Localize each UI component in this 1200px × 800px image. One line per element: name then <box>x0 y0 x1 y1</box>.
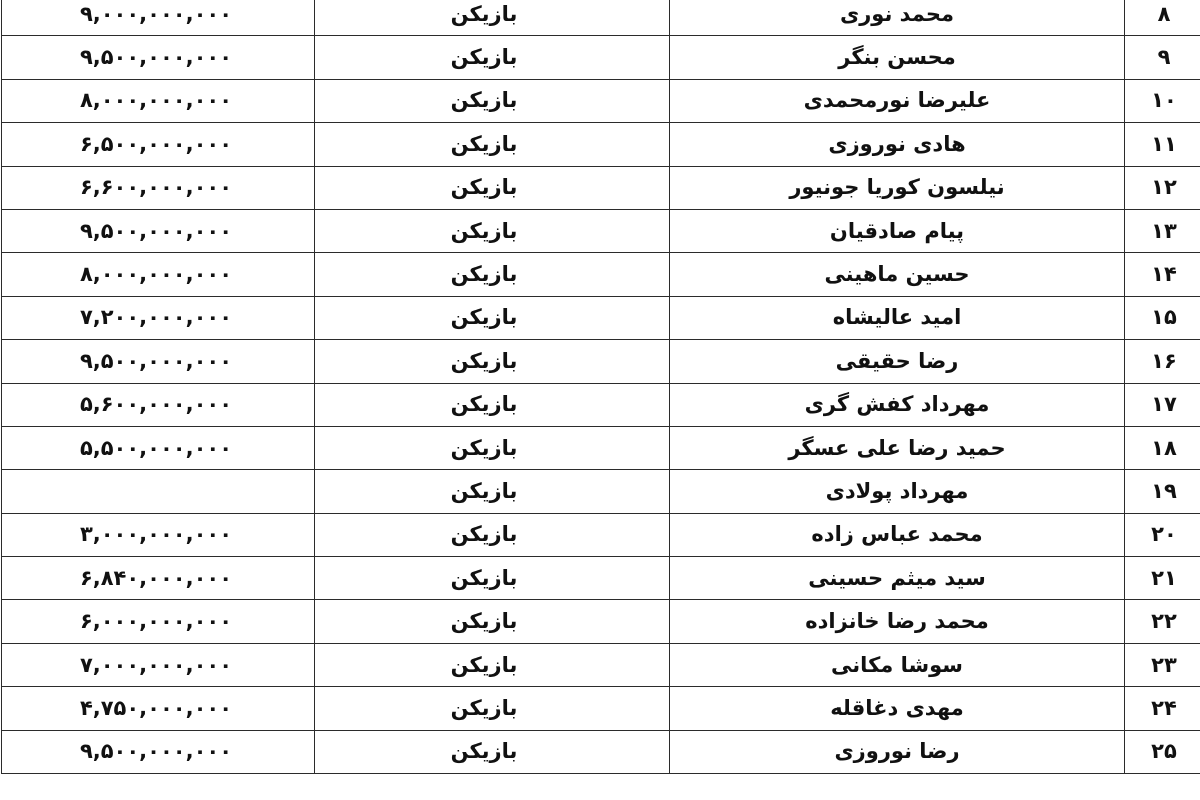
player-name-cell <box>670 253 1125 296</box>
player-name-text: هادی نوروزی <box>828 131 966 156</box>
player-name-text: سوشا مکانی <box>831 652 963 677</box>
contract-amount-cell <box>2 470 315 513</box>
player-name-text: مهرداد پولادی <box>825 478 969 503</box>
row-number-cell <box>1125 557 1200 600</box>
player-role-text: بازیکن <box>450 478 518 503</box>
player-name-cell <box>670 340 1125 383</box>
contract-amount-text: ۸,۰۰۰,۰۰۰,۰۰۰ <box>79 262 233 287</box>
table-row <box>2 730 1200 773</box>
contract-amount-text: ۵,۶۰۰,۰۰۰,۰۰۰ <box>79 392 233 417</box>
contract-amount-cell <box>2 0 315 36</box>
contract-amount-cell <box>2 426 315 469</box>
player-name-text: مهدی دغاقله <box>830 695 964 720</box>
player-role-text: بازیکن <box>450 1 518 26</box>
row-number-cell <box>1125 470 1200 513</box>
player-role-text: بازیکن <box>450 218 518 243</box>
table-row <box>2 79 1200 122</box>
player-role-cell <box>315 79 670 122</box>
player-role-cell <box>315 36 670 79</box>
contract-amount-text: ۷,۰۰۰,۰۰۰,۰۰۰ <box>79 652 233 677</box>
contract-amount-text: ۶,۸۴۰,۰۰۰,۰۰۰ <box>79 565 233 590</box>
row-number-cell <box>1125 730 1200 773</box>
player-role-text: بازیکن <box>450 695 518 720</box>
row-number-cell <box>1125 123 1200 166</box>
player-role-cell <box>315 209 670 252</box>
table-body <box>2 0 1200 774</box>
player-role-text: بازیکن <box>450 348 518 373</box>
row-number-text: ۸ <box>1157 1 1171 26</box>
player-name-text: مهرداد کفش گری <box>804 392 990 417</box>
contract-amount-text: ۹,۵۰۰,۰۰۰,۰۰۰ <box>79 45 233 70</box>
row-number-cell <box>1125 253 1200 296</box>
table-row <box>2 643 1200 686</box>
row-number-cell <box>1125 296 1200 339</box>
player-name-text: سید میثم حسینی <box>808 565 986 590</box>
row-number-cell <box>1125 79 1200 122</box>
row-number-text: ۱۲ <box>1151 175 1177 200</box>
player-role-cell <box>315 600 670 643</box>
player-name-cell <box>670 383 1125 426</box>
row-number-cell <box>1125 340 1200 383</box>
player-name-cell <box>670 643 1125 686</box>
player-role-text: بازیکن <box>450 652 518 677</box>
player-role-text: بازیکن <box>450 305 518 330</box>
table-row <box>2 253 1200 296</box>
table-row <box>2 557 1200 600</box>
player-role-text: بازیکن <box>450 609 518 634</box>
player-name-cell <box>670 123 1125 166</box>
player-role-cell <box>315 340 670 383</box>
table-row <box>2 600 1200 643</box>
player-name-text: علیرضا نورمحمدی <box>803 88 991 113</box>
player-name-cell <box>670 209 1125 252</box>
player-name-text: محمد نوری <box>839 1 955 26</box>
player-name-cell <box>670 687 1125 730</box>
contract-amount-cell <box>2 730 315 773</box>
row-number-text: ۲۱ <box>1151 565 1177 590</box>
row-number-cell <box>1125 166 1200 209</box>
row-number-text: ۲۵ <box>1151 739 1177 764</box>
player-role-text: بازیکن <box>450 175 518 200</box>
player-role-cell <box>315 513 670 556</box>
table-row <box>2 426 1200 469</box>
player-name-text: رضا نوروزی <box>834 739 960 764</box>
contract-amount-text: ۳,۰۰۰,۰۰۰,۰۰۰ <box>79 522 233 547</box>
player-role-cell <box>315 730 670 773</box>
table-row <box>2 0 1200 36</box>
table-row <box>2 383 1200 426</box>
contract-amount-cell <box>2 296 315 339</box>
contract-amount-text: ۴,۷۵۰,۰۰۰,۰۰۰ <box>79 695 233 720</box>
row-number-text: ۱۶ <box>1151 348 1177 373</box>
player-role-cell <box>315 253 670 296</box>
contract-amount-cell <box>2 209 315 252</box>
table-row <box>2 36 1200 79</box>
contract-amount-cell <box>2 687 315 730</box>
player-name-text: رضا حقیقی <box>835 348 959 373</box>
player-role-text: بازیکن <box>450 131 518 156</box>
player-role-cell <box>315 296 670 339</box>
player-role-cell <box>315 166 670 209</box>
player-role-text: بازیکن <box>450 435 518 460</box>
player-name-text: محسن بنگر <box>838 45 956 70</box>
player-role-cell <box>315 123 670 166</box>
contract-amount-text: ۸,۰۰۰,۰۰۰,۰۰۰ <box>79 88 233 113</box>
contract-amount-cell <box>2 383 315 426</box>
contract-amount-cell <box>2 36 315 79</box>
row-number-text: ۹ <box>1157 45 1171 70</box>
player-role-cell <box>315 0 670 36</box>
player-name-text: محمد رضا خانزاده <box>805 609 989 634</box>
player-name-cell <box>670 470 1125 513</box>
contract-amount-text: ۹,۵۰۰,۰۰۰,۰۰۰ <box>79 739 233 764</box>
player-role-cell <box>315 643 670 686</box>
contract-amount-cell <box>2 600 315 643</box>
player-role-text: بازیکن <box>450 262 518 287</box>
contract-amount-cell <box>2 340 315 383</box>
player-role-text: بازیکن <box>450 88 518 113</box>
player-role-cell <box>315 557 670 600</box>
row-number-cell <box>1125 36 1200 79</box>
row-number-cell <box>1125 0 1200 36</box>
row-number-cell <box>1125 513 1200 556</box>
player-role-cell <box>315 426 670 469</box>
player-name-text: حسین ماهینی <box>824 262 970 287</box>
contract-amount-cell <box>2 253 315 296</box>
contract-amount-cell <box>2 166 315 209</box>
player-role-text: بازیکن <box>450 522 518 547</box>
player-name-cell <box>670 426 1125 469</box>
contract-amount-cell <box>2 79 315 122</box>
row-number-text: ۱۱ <box>1151 131 1177 156</box>
player-role-cell <box>315 470 670 513</box>
player-name-cell <box>670 36 1125 79</box>
row-number-text: ۱۹ <box>1151 478 1177 503</box>
player-name-text: امید عالیشاه <box>832 305 962 330</box>
row-number-text: ۲۰ <box>1151 522 1177 547</box>
player-salary-table <box>1 0 1200 774</box>
player-name-cell <box>670 166 1125 209</box>
contract-amount-text: ۶,۶۰۰,۰۰۰,۰۰۰ <box>79 175 233 200</box>
player-name-cell <box>670 557 1125 600</box>
contract-amount-text: ۵,۵۰۰,۰۰۰,۰۰۰ <box>79 435 233 460</box>
contract-amount-cell <box>2 123 315 166</box>
table-row <box>2 166 1200 209</box>
player-name-text: محمد عباس زاده <box>811 522 983 547</box>
contract-amount-text: ۹,۰۰۰,۰۰۰,۰۰۰ <box>79 1 233 26</box>
player-name-cell <box>670 600 1125 643</box>
table-row <box>2 296 1200 339</box>
player-name-cell <box>670 0 1125 36</box>
row-number-text: ۱۳ <box>1151 218 1177 243</box>
row-number-cell <box>1125 383 1200 426</box>
player-name-cell <box>670 79 1125 122</box>
row-number-text: ۲۲ <box>1151 609 1177 634</box>
row-number-cell <box>1125 426 1200 469</box>
row-number-text: ۲۳ <box>1151 652 1177 677</box>
table-row <box>2 687 1200 730</box>
row-number-text: ۱۷ <box>1151 392 1177 417</box>
player-role-text: بازیکن <box>450 392 518 417</box>
player-role-text: بازیکن <box>450 45 518 70</box>
contract-amount-text: ۶,۵۰۰,۰۰۰,۰۰۰ <box>79 131 233 156</box>
player-name-text: حمید رضا علی عسگر <box>788 435 1006 460</box>
player-role-cell <box>315 687 670 730</box>
player-name-text: نیلسون کوریا جونیور <box>789 175 1005 200</box>
table-row <box>2 209 1200 252</box>
table-row <box>2 513 1200 556</box>
player-name-cell <box>670 730 1125 773</box>
row-number-text: ۲۴ <box>1151 695 1177 720</box>
table-row <box>2 123 1200 166</box>
contract-amount-cell <box>2 513 315 556</box>
row-number-cell <box>1125 209 1200 252</box>
player-name-text: پیام صادقیان <box>829 218 965 243</box>
table-row <box>2 340 1200 383</box>
row-number-text: ۱۴ <box>1151 262 1177 287</box>
player-role-text: بازیکن <box>450 739 518 764</box>
row-number-cell <box>1125 687 1200 730</box>
player-name-cell <box>670 513 1125 556</box>
contract-amount-cell <box>2 643 315 686</box>
row-number-text: ۱۸ <box>1151 435 1177 460</box>
row-number-cell <box>1125 600 1200 643</box>
row-number-text: ۱۵ <box>1151 305 1177 330</box>
player-name-cell <box>670 296 1125 339</box>
contract-amount-cell <box>2 557 315 600</box>
contract-amount-text: ۶,۰۰۰,۰۰۰,۰۰۰ <box>79 609 233 634</box>
table-row <box>2 470 1200 513</box>
contract-amount-text: ۹,۵۰۰,۰۰۰,۰۰۰ <box>79 348 233 373</box>
row-number-text: ۱۰ <box>1151 88 1177 113</box>
row-number-cell <box>1125 643 1200 686</box>
contract-amount-text: ۷,۲۰۰,۰۰۰,۰۰۰ <box>79 305 233 330</box>
contract-amount-text: ۹,۵۰۰,۰۰۰,۰۰۰ <box>79 218 233 243</box>
player-role-cell <box>315 383 670 426</box>
player-role-text: بازیکن <box>450 565 518 590</box>
